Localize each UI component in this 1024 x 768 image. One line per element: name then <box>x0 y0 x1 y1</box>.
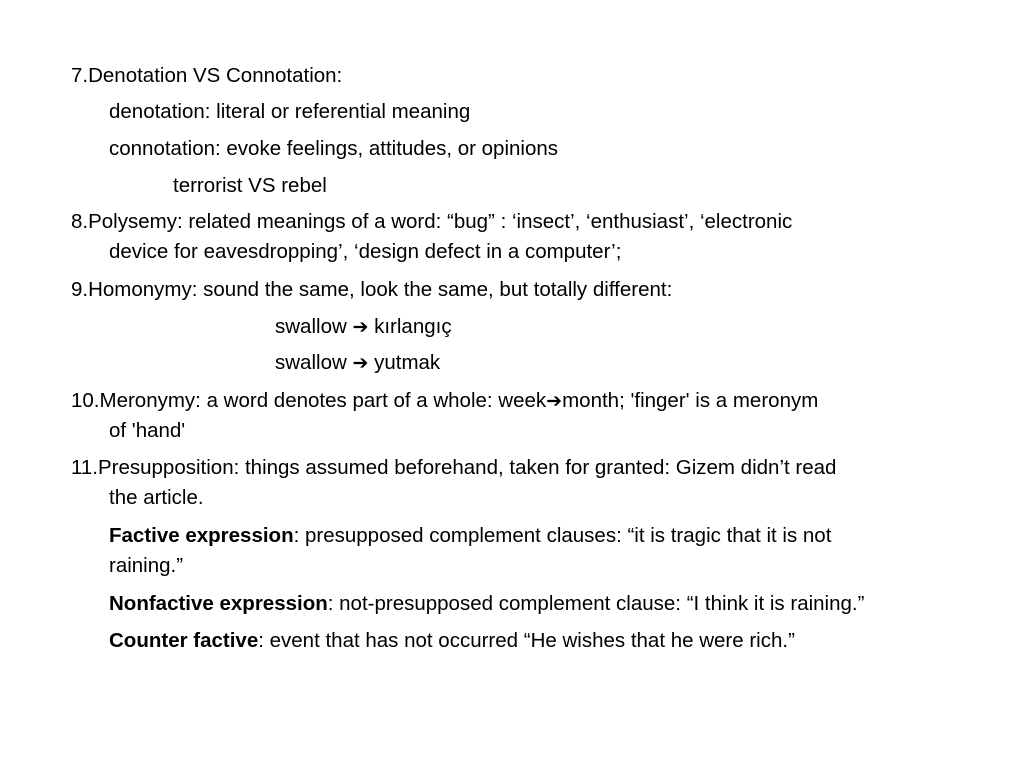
example-word: swallow <box>275 351 347 374</box>
item8-line2: device for eavesdropping’, ‘design defect in a computer’; <box>109 240 622 263</box>
factive-line2: raining.” <box>109 554 184 577</box>
item9-heading: 9.Homonymy: sound the same, look the same, but totally different: <box>71 278 673 301</box>
right-arrow-icon: ➔ <box>546 390 563 412</box>
item10-line2: of 'hand' <box>109 419 186 442</box>
factive-term: Factive expression <box>109 524 294 547</box>
item10-text-b: month; 'finger' is a meronym <box>562 389 819 412</box>
item7-connotation: connotation: evoke feelings, attitudes, or opinions <box>109 137 559 160</box>
item8-line1: 8.Polysemy: related meanings of a word: “bug” : ‘insect’, ‘enthusiast’, ‘electronic <box>71 210 793 233</box>
right-arrow-icon: ➔ <box>352 352 369 374</box>
right-arrow-icon: ➔ <box>352 316 369 338</box>
nonfactive-text: : not-presupposed complement clause: “I think it is raining.” <box>327 592 865 615</box>
counter-factive-text: : event that has not occurred “He wishes that he were rich.” <box>258 629 795 652</box>
item9-example-1 <box>275 312 452 342</box>
nonfactive-term: Nonfactive expression <box>109 592 328 615</box>
item7-heading: 7.Denotation VS Connotation: <box>71 64 343 87</box>
example-meaning: kırlangıç <box>374 315 452 338</box>
item11-line2: the article. <box>109 486 204 509</box>
counter-factive-line <box>109 626 795 656</box>
item10-line1 <box>71 386 818 416</box>
item11-line1: 11.Presupposition: things assumed beforehand, taken for granted: Gizem didn’t read <box>71 456 837 479</box>
factive-text: : presupposed complement clauses: “it is tragic that it is not <box>293 524 832 547</box>
item10-text-a: 10.Meronymy: a word denotes part of a whole: week <box>71 389 547 412</box>
nonfactive-line <box>109 589 864 619</box>
item7-denotation: denotation: literal or referential meaning <box>109 100 471 123</box>
item9-example-2 <box>275 348 440 378</box>
example-word: swallow <box>275 315 347 338</box>
counter-factive-term: Counter factive <box>109 629 259 652</box>
item7-example: terrorist VS rebel <box>173 174 327 197</box>
factive-line1 <box>109 521 831 551</box>
example-meaning: yutmak <box>374 351 441 374</box>
